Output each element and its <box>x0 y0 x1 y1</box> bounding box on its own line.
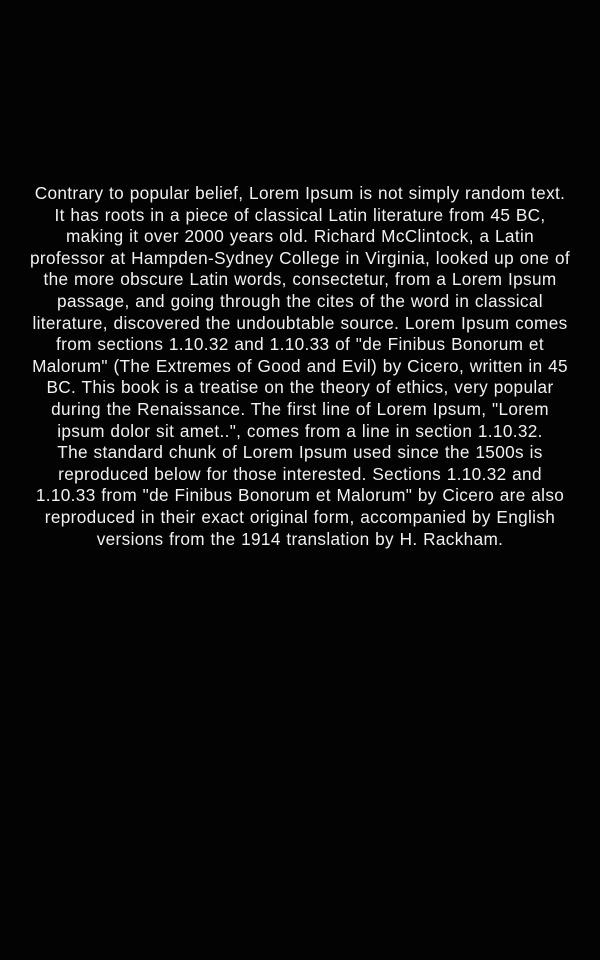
paragraph-1: Contrary to popular belief, Lorem Ipsum is not simply random text. It has roots in a piece of classical Latin literature from 45 BC, making it over 2000 years old. Richard McClintock, a Latin professor at Hampden-Sydney College in Virginia, looked up one of the more obscure Latin words, consectetur, from a Lorem Ipsum passage, and going through the cites of the word in classical literature, discovered the undoubtable source. Lorem Ipsum comes from sections 1.10.32 and 1.10.33 of "de Finibus Bonorum et Malorum" (The Extremes of Good and Evil) by Cicero, written in 45 BC. This book is a treatise on the theory of ethics, very popular during the Renaissance. The first line of Lorem Ipsum, "Lorem ipsum dolor sit amet..", comes from a line in section 1.10.32. <box>29 183 570 441</box>
document-text-block <box>28 183 572 550</box>
paragraph-2: The standard chunk of Lorem Ipsum used since the 1500s is reproduced below for those interested. Sections 1.10.32 and 1.10.33 from "de Finibus Bonorum et Malorum" by Cicero are also reproduced in their exact original form, accompanied by English versions from the 1914 translation by H. Rackham. <box>35 442 565 549</box>
